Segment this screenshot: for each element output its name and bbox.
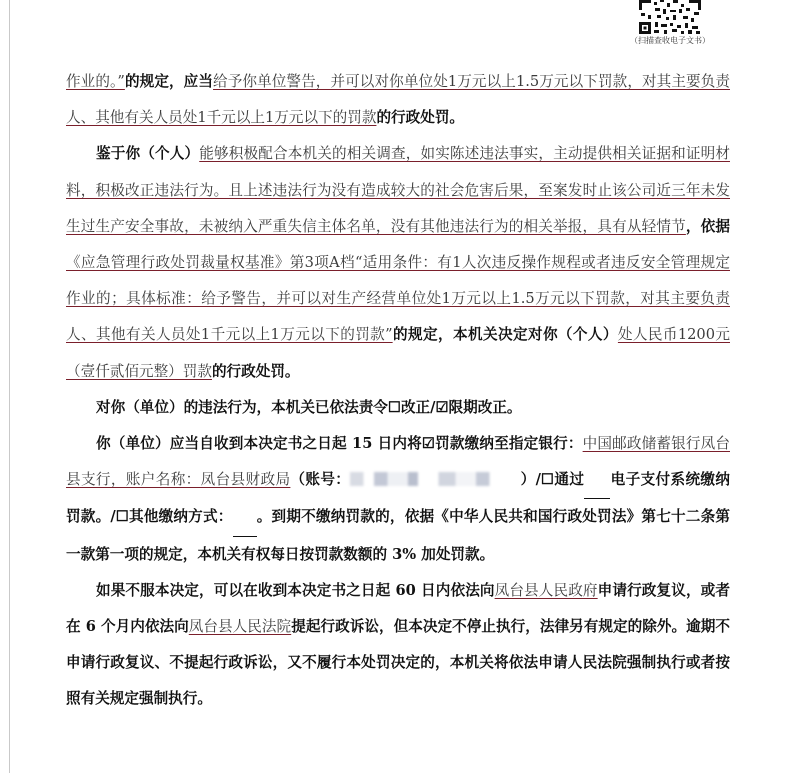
discretion-standard: 《应急管理行政处罚裁量权基准》第3项A档“适用条件：有1人次违反操作规程或者违反安全管理规定作业的；具体标准：给予警告，并可以对生产经营单位处1万元以上1.5万元以下罚款，对其主要负责人、其他有关人员处1千元以上1万元以下的罚款”: [66, 254, 730, 344]
qr-code-block: [622, 0, 718, 46]
qr-code-icon: [639, 0, 701, 34]
court-name: 凤台县人民法院: [188, 618, 292, 636]
paragraph-penalty-basis: 作业的。”的规定，应当给予你单位警告，并可以对你单位处1万元以上1.5万元以下罚款，对其主要负责人、其他有关人员处1千元以上1万元以下的罚款的行政处罚。: [66, 73, 730, 127]
qr-caption: （扫描查收电子文书）: [630, 36, 710, 45]
designated-bank: 中国邮政储蓄银行凤台县支行，账户名称：凤台县财政局: [66, 435, 730, 489]
penalty-measure: 给予你单位警告，并可以对你单位处1万元以上1.5万元以下罚款，对其主要负责人、其他有关人员处1千元以上1万元以下的罚款: [66, 73, 730, 127]
paragraph-correction-order: 对你（单位）的违法行为，本机关已依法责令☐改正/☑限期改正。: [96, 398, 522, 416]
review-authority: 凤台县人民政府: [494, 581, 598, 599]
paragraph-payment: 你（单位）应当自收到本决定书之日起 15 日内将☑罚款缴纳至指定银行：中国邮政储蓄银行凤台县支行，账户名称：凤台县财政局（账号： ）/☐通过 电子支付系统缴纳罚款。/☐其他缴纳方式： 。到期不缴纳罚款的，依据《中华人民共和国行政处罚法》第七十二条第一款第一项的规定，本机关有权每日按罚款数额的 3% 加处罚款。: [66, 435, 730, 563]
mitigation-facts: 能够积极配合本机关的相关调查，如实陈述违法事实，主动提供相关证据和证明材料，积极改正违法行为。且上述违法行为没有造成较大的社会危害后果，至案发时止该公司近三年未发生过生产安全事故，未被纳入严重失信主体名单，没有其他违法行为的相关举报，具有从轻情节: [66, 145, 730, 235]
redacted-account-number: [350, 472, 520, 486]
page-left-border: [9, 0, 10, 773]
quote-end: 作业的。”: [66, 73, 125, 90]
fine-amount: 处人民币1200元（壹仟贰佰元整）罚款: [66, 326, 730, 380]
document-body: [66, 64, 730, 718]
paragraph-mitigation: 鉴于你（个人）能够积极配合本机关的相关调查，如实陈述违法事实，主动提供相关证据和证明材料，积极改正违法行为。且上述违法行为没有造成较大的社会危害后果，至案发时止该公司近三年未发生过生产安全事故，未被纳入严重失信主体名单，没有其他违法行为的相关举报，具有从轻情节，依据《应急管理行政处罚裁量权基准》第3项A档“适用条件：有1人次违反操作规程或者违反安全管理规定作业的；具体标准：给予警告，并可以对生产经营单位处1万元以上1.5万元以下罚款，对其主要负责人、其他有关人员处1千元以上1万元以下的罚款”的规定，本机关决定对你（个人）处人民币1200元（壹仟贰佰元整）罚款的行政处罚。: [66, 145, 730, 380]
payment-system-blank: [584, 462, 610, 499]
paragraph-appeal-rights: 如果不服本决定，可以在收到本决定书之日起 60 日内依法向凤台县人民政府申请行政复议，或者在 6 个月内依法向凤台县人民法院提起行政诉讼，但本决定不停止执行，法律另有规定的除外。逾期不申请行政复议、不提起行政诉讼，又不履行本处罚决定的，本机关将依法申请人民法院强制执行或者按照有关规定强制执行。: [66, 581, 730, 708]
other-payment-blank: [233, 499, 257, 536]
